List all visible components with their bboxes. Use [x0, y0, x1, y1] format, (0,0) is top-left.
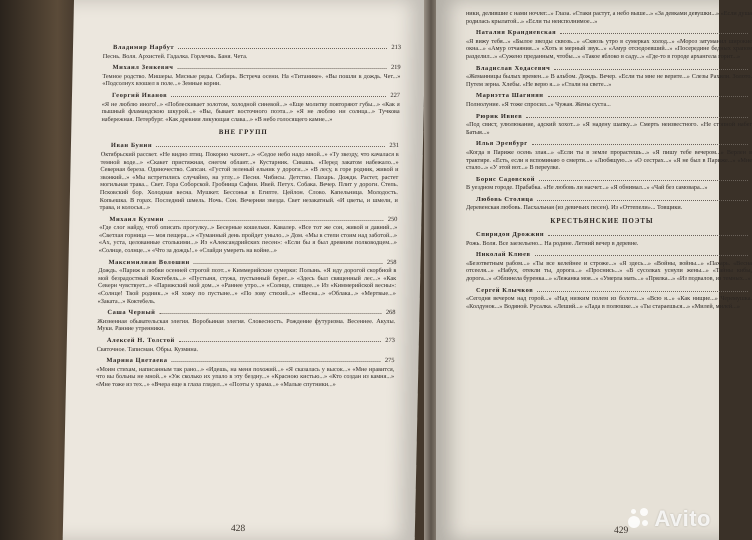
toc-page-number: 258: [386, 258, 397, 266]
toc-section-title: ВНЕ ГРУПП: [218, 129, 268, 137]
toc-leader-dots: [532, 144, 748, 145]
toc-leader-dots: [159, 313, 381, 314]
toc-author-name: Владислав Ходасевич: [476, 64, 551, 72]
toc-leader-dots: [171, 96, 386, 97]
toc-page-number: 273: [385, 337, 395, 344]
toc-entry: [452, 10, 752, 25]
avito-watermark-text: Avito: [654, 506, 711, 531]
toc-entry: [452, 196, 752, 212]
toc-poem-titles: Темное родство. Мишеры. Мясные ряды. Сибирь. Встреча осени. На «Титанике». «Вы пошли в дождь. Чет...» «Подсолнух взошел в поле...» Земные корни.: [102, 72, 401, 88]
toc-poem-titles: Песнь. Воля. Архистей. Гадалка. Горлечиь. Баня. Чета.: [102, 52, 248, 60]
toc-author-name: Алексей Н. Толстой: [106, 337, 175, 344]
toc-leader-dots: [168, 220, 384, 221]
toc-poem-titles: «Когда в Париже осень злая...» «Если ты в земле прорастешь...» «Я пишу тебе вечером...» Верлен в трактире. «Есть, если я вспоминаю о смерти...» «Любящую...» «О сестрах...» «Я не был в Париже...» «Мне стало...» «У этой вот...» В переулке.: [466, 148, 752, 172]
toc-poem-titles: ники, делившие с нами ночлег...» Глаза. «Стаки растут, а небо выше...» «За девками девушки...» «Если душа родилась крылатой...» «Если ты неисполнимое...»: [466, 10, 752, 25]
toc-entry: [87, 92, 400, 123]
toc-entry: [452, 92, 752, 108]
toc-author-line: [452, 231, 752, 239]
toc-poem-titles: «Под свист, улюлюкание, адский хохот...» «Я надену шапку...» Смерть неизвестного. «Не стопной набег Батыя...»: [466, 121, 752, 136]
avito-logo-icon: [628, 508, 650, 530]
toc-leader-dots: [537, 200, 748, 201]
toc-page-number: 231: [389, 142, 400, 150]
toc-leader-dots: [548, 96, 748, 97]
toc-author-line: [452, 92, 752, 100]
toc-author-line: [452, 29, 752, 37]
toc-leader-dots: [177, 68, 387, 69]
left-page: [63, 0, 426, 540]
toc-leader-dots: [178, 48, 387, 49]
toc-entry: [452, 29, 752, 60]
toc-poem-titles: «Я не люблю иного!..» «Поблескивает золотом, холодной синевой...» «Еще молитву повторяют губы...» «Как я пышный фламандскою шкурой...» «Вы, бывает восточного поэта...» «Я не люблю ни солнца...» Тучкова набережная. Петербург. «Как древняя ликующая слава...» «В небо голосящего камне...»: [101, 100, 400, 123]
toc-poem-titles: В уездном городе. Прабабка. «Не любовь ли насчет...» «Я обнимал...» «Чай без самовара...»: [466, 184, 708, 192]
toc-leader-dots: [554, 69, 748, 70]
toc-leader-dots: [548, 235, 748, 236]
toc-author-name: Илья Эренбург: [476, 140, 528, 148]
toc-poem-titles: «Сегодня вечером над горой...» «Над низким полем из болота...» «Всю я...» «Как нищие...» Черемушка. «Колдунок...» Водяной. Русалка. «Леший...» «Лада в полюшке...» «Ты стараешься...» «Милей, милей...»: [466, 295, 752, 310]
toc-author-line: [83, 337, 395, 345]
toc-page-number: 275: [384, 357, 395, 365]
toc-entry: [88, 64, 400, 88]
toc-leader-dots: [535, 255, 748, 256]
toc-author-line: [87, 142, 399, 150]
toc-entry: [86, 142, 399, 211]
toc-author-name: Николай Клюев: [476, 251, 531, 259]
toc-author-name: Саша Черный: [107, 309, 156, 317]
toc-poem-titles: «Жеманницы былых времен...» В альбом. Дождь. Вечер. «Если ты мне не верите...» Слезы Рахили. Золото. Путем зерна. Хлебы. «Не верю я...» «Стали на свете...»: [466, 73, 752, 88]
toc-author-line: [452, 287, 752, 295]
toc-author-name: Марина Цветаева: [106, 357, 168, 365]
toc-poem-titles: Деревенская любовь. Пасхальная (из девичьих песен). Из «Оттепели»... Товщики.: [466, 204, 683, 212]
toc-page-number: 250: [387, 215, 398, 223]
toc-author-name: Владимир Нарбут: [112, 44, 175, 51]
toc-leader-dots: [537, 291, 748, 292]
toc-author-line: [89, 44, 401, 52]
right-page-number: 429: [614, 526, 629, 536]
toc-entry: [89, 44, 401, 60]
toc-author-name: Борис Садовской: [476, 175, 536, 183]
toc-author-line: [452, 113, 752, 121]
toc-entry: [82, 357, 395, 388]
avito-watermark: [628, 506, 711, 532]
toc-poem-titles: Дождь. «Париж в любви осенней строгой поэт...» Киммерийские сумерки: Полынь. «Я иду дорогой скорбной в мой безрадостный Коктебель...» «Пустыня, стужа, пустынный берег...» «Здесь был священный лес...» «Как Северн чувствует...» «Парижский мой дом...» «Раннее утро...» «Солнце, спящее...» Из «Киммерийской весны»: «Солнце! Твой родник...» «Я хожу по пустыне...» «По зову стихий...» «Весна...» «Облака...» «Мертвые...» «Заката...» Коктебель.: [97, 267, 397, 305]
toc-page-number: 268: [385, 309, 396, 317]
toc-poem-titles: Святочное. Таписман. Обры. Кузмина.: [96, 345, 199, 353]
toc-author-name: Рюрик Ивнев: [476, 112, 523, 120]
toc-poem-titles: «Моим стихам, написанным так рано...» «Идешь, на меня похожий...» «Я сказалась у высок...» «Мне нравится, что вы больны не мной...» «Уж сколько их упало в эту бездну...» «Красною кистью...» «Кто создан из камня...» «Мне тоже из тех...» «Вчера еще в глаза глядел...» «Поэты у храма...» «Малые спутники...»: [95, 365, 395, 388]
toc-leader-dots: [560, 33, 748, 34]
toc-author-line: [84, 259, 396, 267]
toc-leader-dots: [526, 117, 748, 118]
toc-entry: [452, 287, 752, 311]
toc-author-line: [452, 196, 752, 204]
toc-author-line: [452, 140, 752, 148]
right-page: [436, 0, 752, 540]
toc-author-name: Мариэтта Шагинян: [476, 92, 544, 100]
toc-entry: [452, 176, 752, 192]
left-page-content: [82, 0, 402, 393]
toc-author-name: Сергей Клычков: [476, 286, 534, 294]
toc-poem-titles: «Я вижу тебя...» «Былое звезды сквозь...» «Сквозь утро в сумерках холод...» «Мороз затуманил широкие окна...» «Амур отчаяния...» «Хоть и мерный звук...» «Амур отсюдоевший...» «Посередине бедных храпом разделил...» «Сужено преданным, чтобы...» «Такое яблоко в саду...» «Где-то в городе архангела горит...»: [466, 37, 752, 60]
toc-author-name: Спиридон Дрожжин: [476, 231, 545, 239]
toc-author-line: [88, 92, 400, 100]
toc-page-number: 219: [390, 64, 401, 72]
toc-author-name: Михаил Кузмин: [109, 215, 165, 223]
toc-author-name: Максимилиан Волошин: [108, 258, 190, 266]
toc-entry: [83, 309, 395, 333]
toc-author-line: [88, 64, 400, 72]
toc-author-line: [452, 65, 752, 73]
toc-author-line: [83, 309, 395, 317]
toc-entry: [85, 216, 398, 255]
toc-author-name: Наталия Крандиевская: [476, 29, 557, 37]
toc-author-line: [85, 216, 397, 224]
toc-poem-titles: Рожь. Воля. Все заезельено... На родине. Летний вечер в деревне.: [466, 239, 639, 247]
toc-entry: [452, 251, 752, 282]
toc-page-number: 227: [390, 91, 401, 99]
toc-entry: [452, 231, 752, 247]
toc-leader-dots: [172, 361, 381, 362]
toc-leader-dots: [194, 263, 383, 264]
toc-entry: [84, 259, 397, 306]
toc-page-number: 213: [391, 44, 402, 51]
toc-entry: [452, 140, 752, 171]
toc-leader-dots: [539, 180, 748, 181]
toc-entry: [452, 113, 752, 137]
toc-author-name: Михаил Зенкевич: [112, 64, 174, 72]
toc-author-line: [82, 357, 394, 365]
toc-entry: [83, 337, 395, 353]
toc-poem-titles: Полнолуние. «Я тоже спросил...» Чужая. Жены суста...: [466, 100, 611, 108]
toc-leader-dots: [156, 146, 385, 147]
toc-leader-dots: [179, 341, 381, 342]
toc-author-line: [452, 251, 752, 259]
toc-author-name: Георгий Иванов: [111, 91, 168, 99]
toc-author-name: Любовь Столица: [476, 195, 534, 203]
toc-poem-titles: Жизненная обывательская элегия. Воробьиная элегия. Словесность. Рождение футуризма. Весеннее. Акулы. Муки. Ранние утренники.: [97, 317, 396, 333]
toc-entry: [452, 65, 752, 89]
left-page-number: 428: [230, 524, 246, 534]
toc-section-title: КРЕСТЬЯНСКИЕ ПОЭТЫ: [550, 218, 654, 226]
right-page-content: [452, 0, 752, 314]
toc-author-name: Иван Бунин: [110, 142, 153, 150]
toc-poem-titles: «Где слог найду, чтоб описать прогулку...» Бесерные кошельки. Кавалер. «Все тот же сон, живой и давний...» «Светлая горница — моя пещера...» «Туманный день пройдет уныло...» Дом. «Мы в степи стоим над заботой...» «Ах, уста, целованные столькими...» Из «Александрийских песен»: «Если бы я был древним полководцем...» «Солнце, солнце...» «Что за дождь!..» «Слайди умереть на войне...»: [98, 224, 398, 255]
toc-poem-titles: Октябрьский рассвет. «Не видно птиц. Покорно чахнет...» «Седое небо надо мной...» «Ту звезду, что качалася в темной воде...» «Скакет пристяжная, снегом облаит...» Кустарник. Сивашь. «Перед закатом набежало...» Северная береза. Одиночество. Сапсан. «Густой зеленый ельник у дороги...» «В лесу, в горе родник, живой и звонкий...» «Мы встретились случайно, на углу...» Песня. Чибисы. Детство. Пахарь. Дожди. Растет, растет могильная трава... Свет. Гора Соборской. Гробница Сафии. Ивей. Петух. Собака. Вечер. Плит у дороги. Степь. Псковский бор. Холодная весна. Мушкет. Бессонья в Египте. Цейлон. Слово. Капельница. Молодость. Копьешка. В горах. Последний шмель. Ночь. Сон. Вечерняя звезда. Свет незакатный. «И цветы, и шмели, и трава, и колосья...»: [99, 150, 399, 212]
toc-author-line: [452, 176, 752, 184]
toc-poem-titles: «Безответным рабом...» «Ты все келейнее и строже...» «Я здесь...» «Войны, войны...» «Пахарь. «Весна отсееля...» «Набух, отекли ты, дорога...» «Проснись...» «В сусолках уснули жены...» «Тайны кибы, дорога...» «Облинела буренка...» «Лежанка моя...» «Умерла мать...» «Прялка...» «Из подвалов, из темных...»: [466, 259, 752, 283]
